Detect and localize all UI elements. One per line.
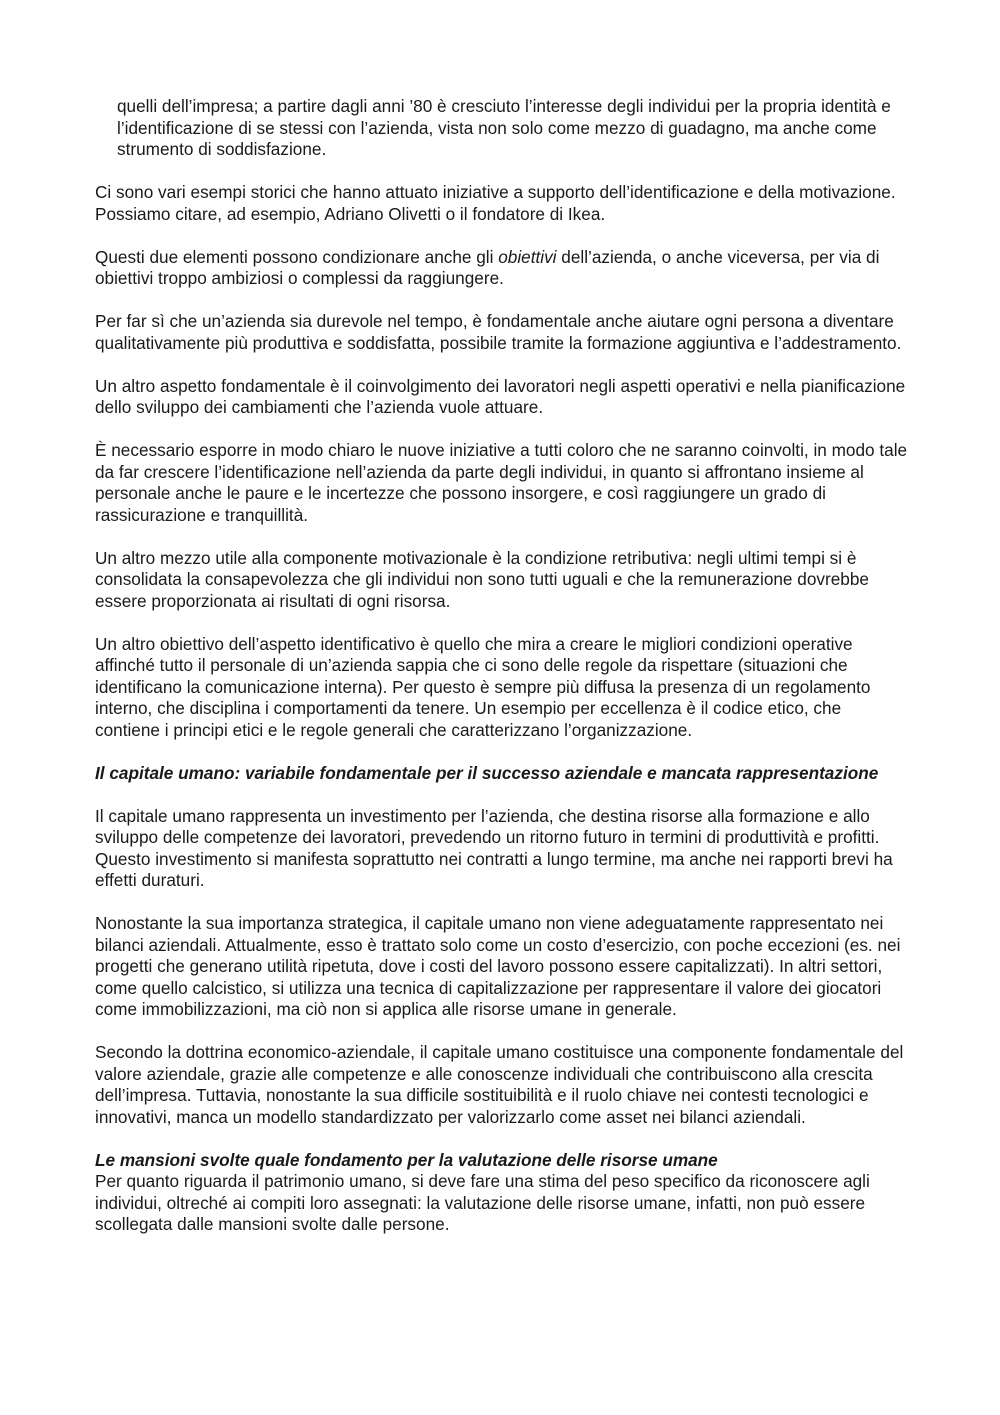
paragraph-objectives-text-end: dell’azienda, o anche viceversa, per via di obiettivi troppo ambiziosi o complessi da raggiungere.: [95, 246, 880, 288]
paragraph-objectives-emphasis: obiettivi: [498, 246, 557, 267]
paragraph-investment: Il capitale umano rappresenta un investimento per l’azienda, che destina risorse alla formazione e allo sviluppo delle competenze dei lavoratori, prevedendo un ritorno futuro in termini di produttività e profitti. Questo investimento si manifesta soprattutto nei contratti a lungo termine, ma anche nei rapporti brevi ha effetti duraturi.: [95, 805, 893, 890]
paragraph-objectives-text-start: Questi due elementi possono condizionare anche gli: [95, 246, 499, 267]
paragraph-involvement: Un altro aspetto fondamentale è il coinvolgimento dei lavoratori negli aspetti operativi e nella pianificazione dello sviluppo dei cambiamenti che l’azienda vuole attuare.: [95, 375, 906, 417]
section-heading-job-tasks: Le mansioni svolte quale fondamento per la valutazione delle risorse umane: [95, 1149, 718, 1170]
paragraph-historical-examples: Ci sono vari esempi storici che hanno attuato iniziative a supporto dell’identificazione e della motivazione. Possiamo citare, ad esempio, Adriano Olivetti o il fondatore di Ikea.: [95, 182, 896, 224]
paragraph-internal-rules: Un altro obiettivo dell’aspetto identificativo è quello che mira a creare le migliori condizioni operative affinché tutto il personale di un’azienda sappia che ci sono delle regole da rispettare (situazioni che identificano la comunicazione interna). Per questo è sempre più diffusa la presenza di un regolamento interno, che disciplina i comportamenti da tenere. Un esempio per eccellenza è il codice etico, che contiene i principi etici e le regole generali che caratterizzano l’organizzazione.: [95, 633, 871, 740]
paragraph-communication: È necessario esporre in modo chiaro le nuove iniziative a tutti coloro che ne saranno coinvolti, in modo tale da far crescere l’identificazione nell’azienda da parte degli individui, in quanto si affrontano insieme al personale anche le paure e le incertezze che possono insorgere, e così raggiungere un grado di rassicurazione e tranquillità.: [95, 440, 908, 525]
paragraph-human-assets: Per quanto riguarda il patrimonio umano, si deve fare una stima del peso specifico da riconoscere agli individui, oltreché ai compiti loro assegnati: la valutazione delle risorse umane, infatti, non può essere scollegata dalle mansioni svolte dalle persone.: [95, 1171, 870, 1234]
section-heading-human-capital: Il capitale umano: variabile fondamentale per il successo aziendale e mancata rappresentazione: [95, 762, 879, 783]
paragraph-objectives: [95, 247, 910, 290]
paragraph-continuation: quelli dell’impresa; a partire dagli anni ’80 è cresciuto l’interesse degli individui per la propria identità e l’identificazione di se stessi con l’azienda, vista non solo come mezzo di guadagno, ma anche come strumento di soddisfazione.: [117, 96, 891, 159]
paragraph-accounting: Nonostante la sua importanza strategica, il capitale umano non viene adeguatamente rappresentato nei bilanci aziendali. Attualmente, esso è trattato solo come un costo d’esercizio, con poche eccezioni (es. nei progetti che generano utilità ripetuta, dove i costi del lavoro possono essere capitalizzati). In altri settori, come quello calcistico, si utilizza una tecnica di capitalizzazione per rappresentare il valore dei giocatori come immobilizzazioni, ma ciò non si applica alle risorse umane in generale.: [95, 913, 901, 1019]
paragraph-doctrine: Secondo la dottrina economico-aziendale, il capitale umano costituisce una componente fondamentale del valore aziendale, grazie alle competenze e alle conoscenze individuali che contribuiscono alla crescita dell’impresa. Tuttavia, nonostante la sua difficile sostituibilità e il ruolo chiave nei contesti tecnologici e innovativi, manca un modello standardizzato per valorizzarlo come asset nei bilanci aziendali.: [95, 1042, 904, 1127]
document-body: [95, 96, 910, 1257]
paragraph-training: Per far sì che un’azienda sia durevole nel tempo, è fondamentale anche aiutare ogni persona a diventare qualitativamente più produttiva e soddisfatta, possibile tramite la formazione aggiuntiva e l’addestramento.: [95, 311, 902, 353]
paragraph-retribution: Un altro mezzo utile alla componente motivazionale è la condizione retributiva: negli ultimi tempi si è consolidata la consapevolezza che gli individui non sono tutti uguali e che la remunerazione dovrebbe essere proporzionata ai risultati di ogni risorsa.: [95, 547, 869, 611]
